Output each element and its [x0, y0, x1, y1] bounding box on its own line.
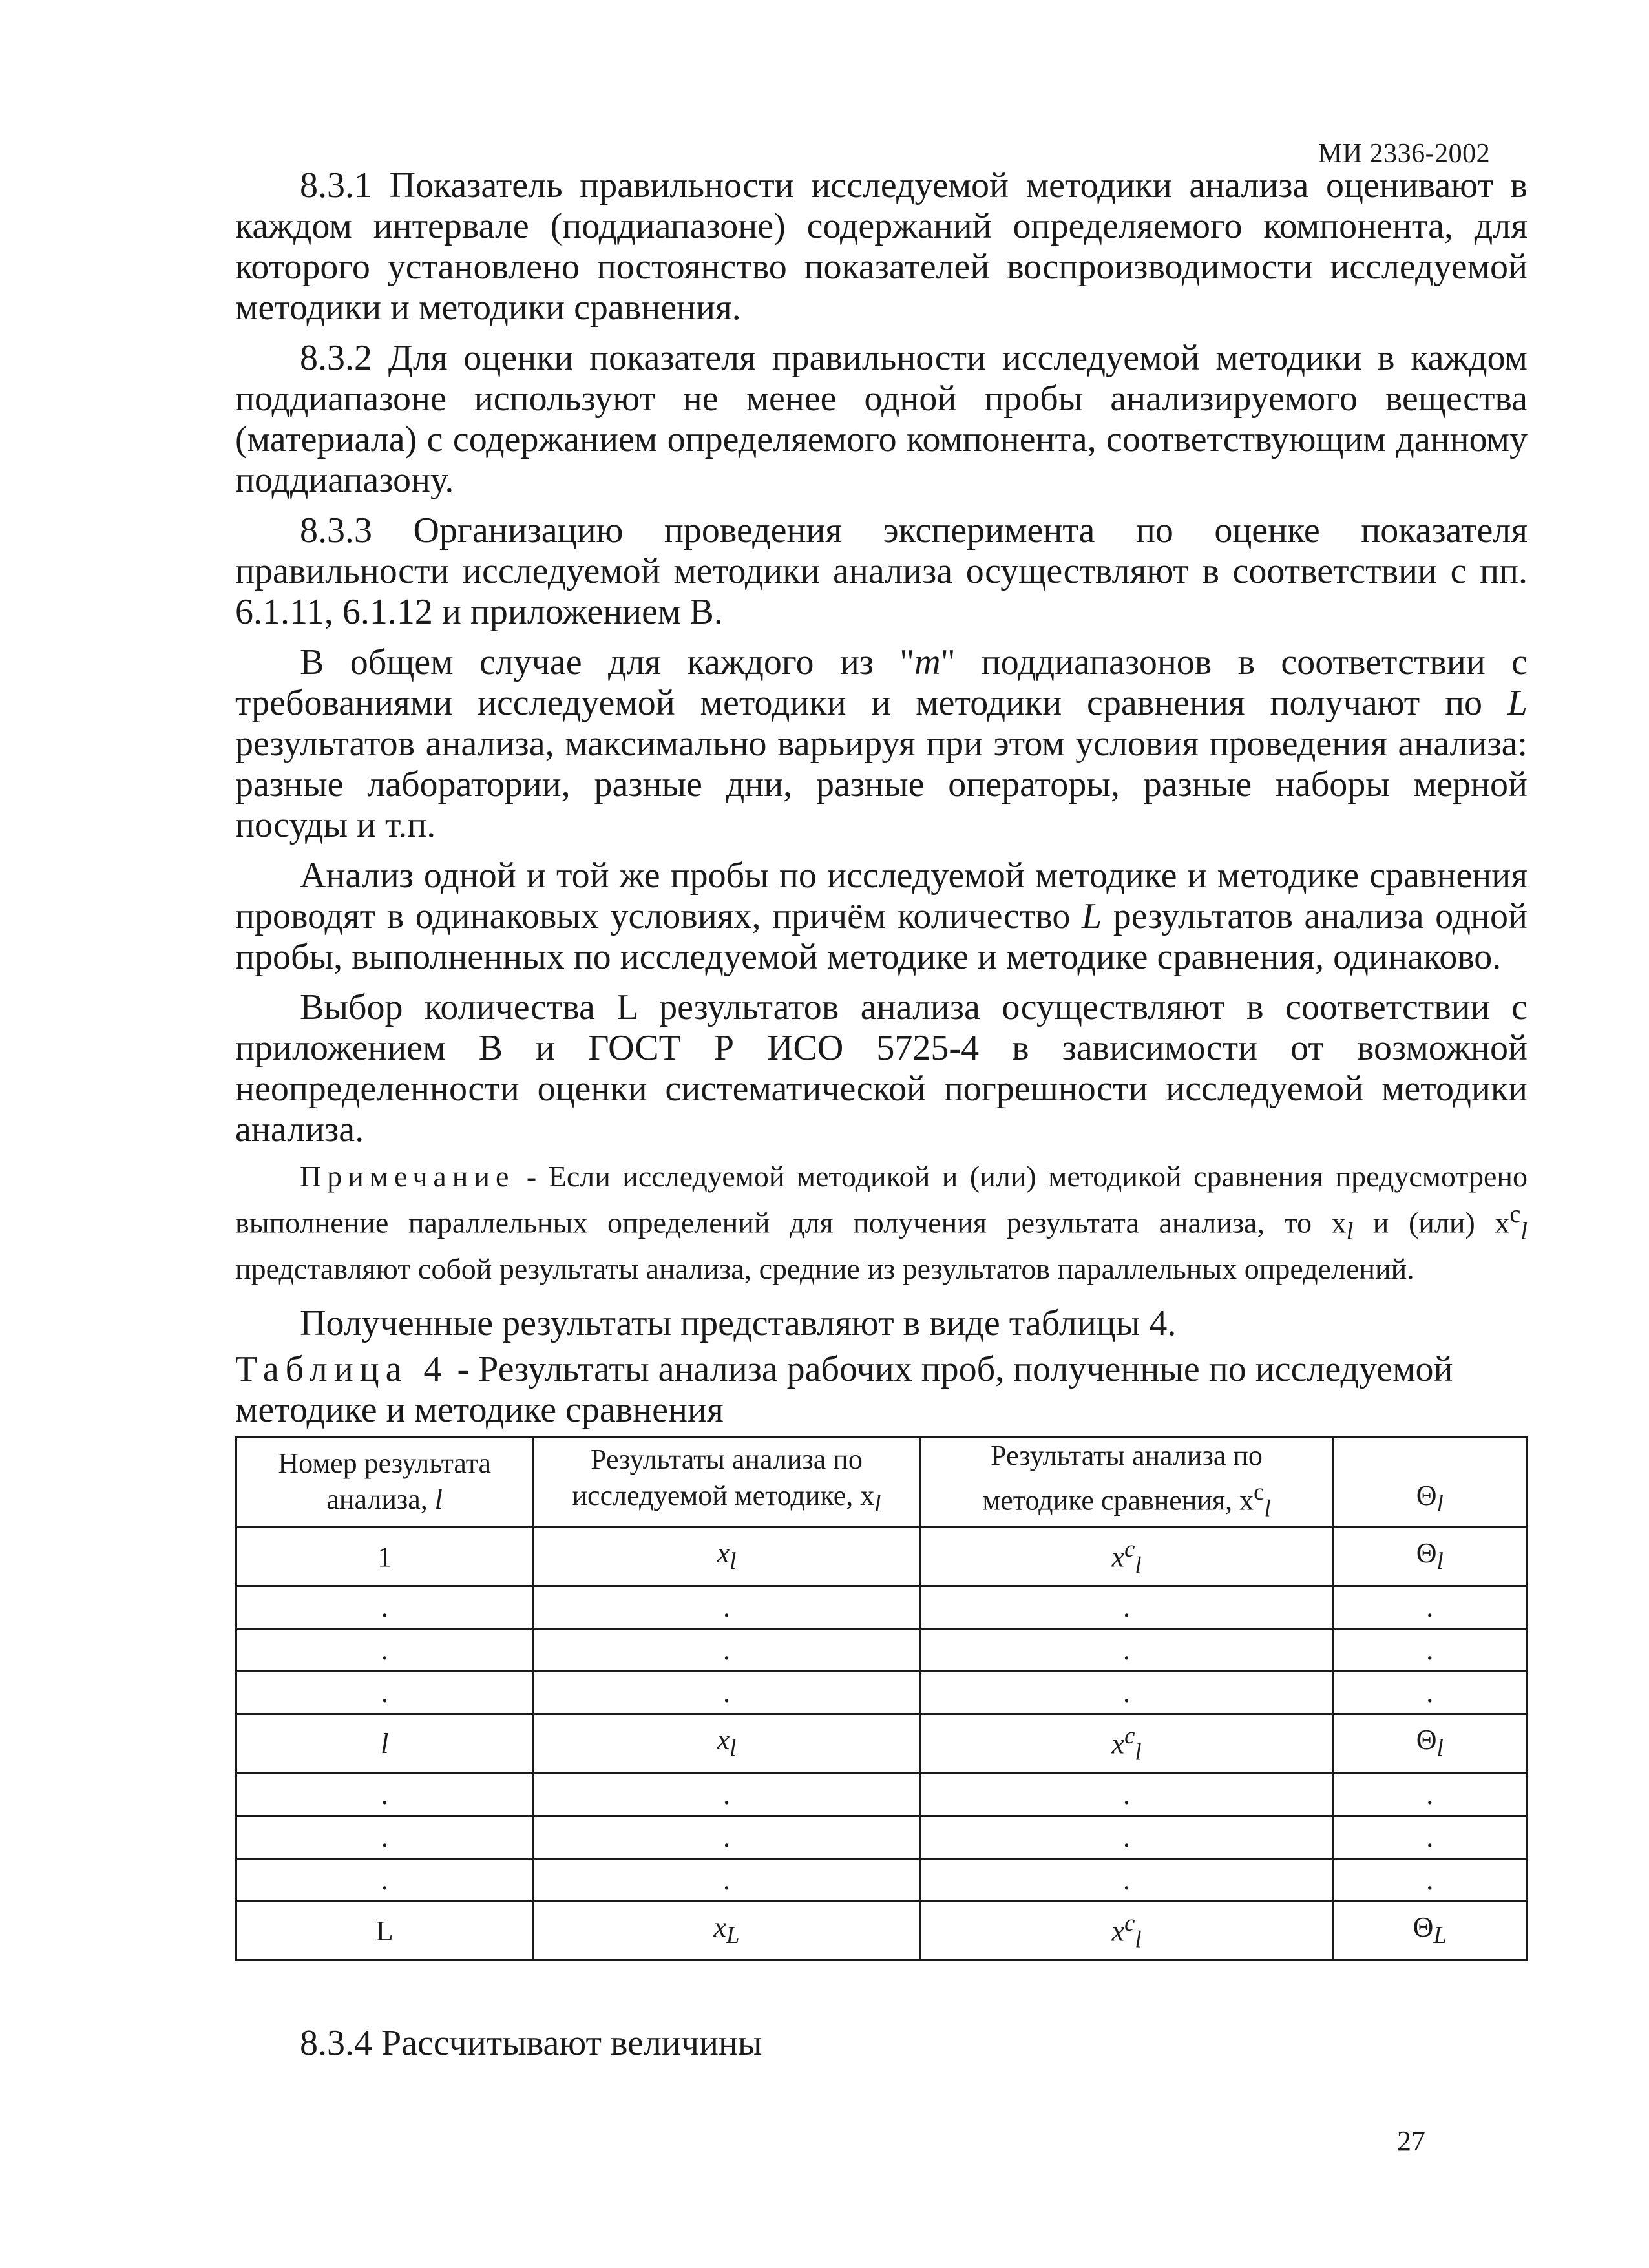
cell-value: . — [1123, 1677, 1131, 1709]
paragraph-general-case — [235, 642, 1528, 846]
table-cell — [920, 1672, 1333, 1714]
table-cell — [236, 1672, 533, 1714]
cell-value: . — [1426, 1634, 1434, 1666]
page-number: 27 — [1397, 2125, 1425, 2157]
cell-value: . — [1123, 1778, 1131, 1811]
table-cell — [1333, 1773, 1526, 1816]
table-row — [236, 1672, 1527, 1714]
cell-subscript: L — [726, 1921, 740, 1948]
header-line — [242, 1482, 527, 1518]
symbol-m: m — [914, 642, 941, 682]
cell-value: . — [722, 1821, 730, 1853]
table-header-cell — [533, 1436, 920, 1527]
header-superscript: c — [1254, 1478, 1265, 1505]
table-cell — [533, 1773, 920, 1816]
table-cell — [1333, 1527, 1526, 1586]
cell-value: x — [1111, 1541, 1125, 1573]
cell-value: . — [1426, 1591, 1434, 1624]
cell-subscript: l — [1436, 1734, 1444, 1761]
cell-value: . — [381, 1591, 388, 1624]
table-header-row — [236, 1436, 1527, 1527]
table-cell — [533, 1858, 920, 1901]
table-cell — [1333, 1858, 1526, 1901]
header-line: Номер результата — [278, 1447, 492, 1480]
header-text: анализа, — [326, 1484, 435, 1516]
cell-value: . — [722, 1864, 730, 1896]
table-cell — [236, 1773, 533, 1816]
cell-value: . — [722, 1591, 730, 1624]
cell-value: 1 — [377, 1540, 392, 1573]
table-cell — [236, 1527, 533, 1586]
header-line: Результаты анализа по — [591, 1444, 863, 1476]
table-cell — [920, 1629, 1333, 1672]
header-subscript: l — [1264, 1494, 1271, 1521]
header-line — [1339, 1442, 1520, 1478]
table-cell — [236, 1901, 533, 1960]
table-cell — [920, 1773, 1333, 1816]
table-cell — [1333, 1816, 1526, 1858]
cell-subscript: l — [1436, 1547, 1444, 1574]
document-body — [235, 165, 1528, 2100]
table-row — [236, 1858, 1527, 1901]
table-cell — [533, 1672, 920, 1714]
table-row — [236, 1586, 1527, 1629]
table-row — [236, 1773, 1527, 1816]
cell-subscript: l — [1135, 1738, 1142, 1765]
document-code: МИ 2336-2002 — [1318, 139, 1491, 169]
paragraph-analysis-conditions — [235, 856, 1528, 978]
table-cell — [1333, 1629, 1526, 1672]
cell-value: . — [1426, 1864, 1434, 1896]
table-cell — [920, 1714, 1333, 1773]
table-cell — [236, 1714, 533, 1773]
cell-value: . — [1123, 1821, 1131, 1853]
cell-value: l — [381, 1728, 389, 1760]
cell-value: x — [1111, 1915, 1125, 1948]
cell-value: Θ — [1413, 1911, 1434, 1943]
note-text: - Если исследуемой методикой и (или) методикой сравнения предусмотрено выполнение параллельных определений для получения результата анализа, то x — [235, 1160, 1528, 1239]
cell-value: . — [381, 1634, 388, 1666]
cell-value: . — [1426, 1821, 1434, 1853]
header-subscript: l — [874, 1490, 881, 1517]
cell-value: Θ — [1416, 1537, 1437, 1569]
header-symbol: l — [434, 1484, 443, 1516]
text-fragment: В общем случае для каждого из " — [300, 642, 915, 682]
cell-value: x — [1111, 1728, 1125, 1761]
table-cell — [533, 1901, 920, 1960]
table-row — [236, 1629, 1527, 1672]
table-cell — [533, 1816, 920, 1858]
text-fragment: результатов анализа, максимально варьируя при этом условия проведения анализа: разные лаборатории, разные дни, разные операторы, разные наборы мерной посуды и т.п. — [235, 724, 1528, 845]
header-line — [539, 1478, 914, 1522]
header-text: методике сравнения, x — [982, 1484, 1254, 1517]
cell-value: x — [717, 1537, 730, 1569]
table-cell — [533, 1629, 920, 1672]
header-line — [1339, 1478, 1520, 1522]
cell-subscript: l — [1135, 1926, 1142, 1953]
table-header-cell — [236, 1436, 533, 1527]
header-subscript: l — [1436, 1490, 1444, 1517]
cell-value: . — [722, 1677, 730, 1709]
header-line — [927, 1474, 1327, 1526]
table-cell — [920, 1858, 1333, 1901]
cell-value: . — [1426, 1778, 1434, 1811]
table-cell — [236, 1629, 533, 1672]
table-row — [236, 1816, 1527, 1858]
cell-value: . — [1123, 1591, 1131, 1624]
results-table — [235, 1436, 1528, 1962]
table-cell — [1333, 1586, 1526, 1629]
cell-superscript: c — [1124, 1722, 1135, 1749]
cell-value: . — [1426, 1677, 1434, 1709]
cell-subscript: l — [730, 1547, 737, 1574]
table-cell — [1333, 1714, 1526, 1773]
note — [235, 1158, 1528, 1288]
note-label: Примечание — [300, 1160, 515, 1193]
table-body — [236, 1527, 1527, 1960]
text-fragment: Анализ одной и той же пробы по исследуемой методике и методике сравнения проводят в одинаковых условиях, причём количество — [235, 856, 1528, 936]
note-superscript: c — [1509, 1201, 1521, 1228]
header-symbol: Θ — [1416, 1480, 1437, 1512]
cell-superscript: c — [1124, 1909, 1135, 1936]
table-caption-label: Таблица 4 — [235, 1349, 448, 1389]
table-cell — [920, 1586, 1333, 1629]
table-cell — [920, 1527, 1333, 1586]
table-row — [236, 1901, 1527, 1960]
section-heading-8-3-4: 8.3.4 Рассчитывают величины — [300, 2023, 762, 2064]
cell-subscript: l — [1135, 1551, 1142, 1579]
table-cell — [533, 1527, 920, 1586]
note-text: и (или) x — [1353, 1206, 1510, 1239]
table-cell — [236, 1816, 533, 1858]
cell-value: L — [375, 1915, 394, 1947]
table-cell — [1333, 1901, 1526, 1960]
table-header-cell — [920, 1436, 1333, 1527]
table-caption-text: - Результаты анализа рабочих проб, полученные по исследуемой методике и методике сравнения — [235, 1349, 1453, 1430]
cell-value: x — [713, 1911, 727, 1943]
table-header-cell — [1333, 1436, 1526, 1527]
cell-value: . — [722, 1634, 730, 1666]
cell-value: . — [381, 1778, 388, 1811]
header-line: Результаты анализа по — [991, 1439, 1263, 1471]
table-cell — [236, 1858, 533, 1901]
table-cell — [1333, 1672, 1526, 1714]
cell-value: . — [722, 1778, 730, 1811]
cell-value: . — [1123, 1864, 1131, 1896]
cell-value: Θ — [1416, 1724, 1437, 1756]
note-subscript: l — [1520, 1217, 1528, 1245]
cell-value: . — [1123, 1634, 1131, 1666]
text-fragment: результатов анализа одной пробы, выполненных по исследуемой методике и методике сравнения, одинаково. — [235, 896, 1528, 977]
table-cell — [920, 1901, 1333, 1960]
table-cell — [533, 1586, 920, 1629]
cell-value: x — [717, 1724, 730, 1756]
table-cell — [236, 1586, 533, 1629]
header-text: исследуемой методике, x — [572, 1480, 875, 1512]
paragraph-8-3-1: 8.3.1 Показатель правильности исследуемой методики анализа оценивают в каждом интервале (поддиапазоне) содержаний определяемого компонента, для которого установлено постоянство показателей воспроизводимости исследуемой методики и методики сравнения. — [235, 165, 1528, 328]
paragraph-result-count: Выбор количества L результатов анализа осуществляют в соответствии с приложением В и ГОСТ Р ИСО 5725-4 в зависимости от возможной неопределенности оценки систематической погрешности исследуемой методики анализа. — [235, 987, 1528, 1150]
table-cell — [533, 1714, 920, 1773]
table-caption — [235, 1349, 1528, 1431]
symbol-L: L — [1082, 896, 1102, 936]
table-cell — [920, 1816, 1333, 1858]
cell-superscript: c — [1124, 1535, 1135, 1562]
text-fragment: " поддиапазонов в соответствии с требованиями исследуемой методики и методики сравнения получают по — [235, 642, 1528, 723]
symbol-L: L — [1507, 683, 1528, 723]
note-text: представляют собой результаты анализа, средние из результатов параллельных определений. — [235, 1252, 1414, 1285]
table-row — [236, 1714, 1527, 1773]
cell-subscript: L — [1433, 1921, 1447, 1948]
cell-value: . — [381, 1864, 388, 1896]
note-subscript: l — [1346, 1217, 1354, 1245]
table-intro: Полученные результаты представляют в виде таблицы 4. — [300, 1303, 1177, 1343]
cell-value: . — [381, 1677, 388, 1709]
table-row — [236, 1527, 1527, 1586]
cell-value: . — [381, 1821, 388, 1853]
paragraph-8-3-3: 8.3.3 Организацию проведения эксперимента по оценке показателя правильности исследуемой методики анализа осуществляют в соответствии с пп. 6.1.11, 6.1.12 и приложением В. — [235, 510, 1528, 632]
cell-subscript: l — [730, 1734, 737, 1761]
paragraph-8-3-2: 8.3.2 Для оценки показателя правильности исследуемой методики в каждом поддиапазоне используют не менее одной пробы анализируемого вещества (материала) с содержанием определяемого компонента, соответствующим данному поддиапазону. — [235, 338, 1528, 500]
